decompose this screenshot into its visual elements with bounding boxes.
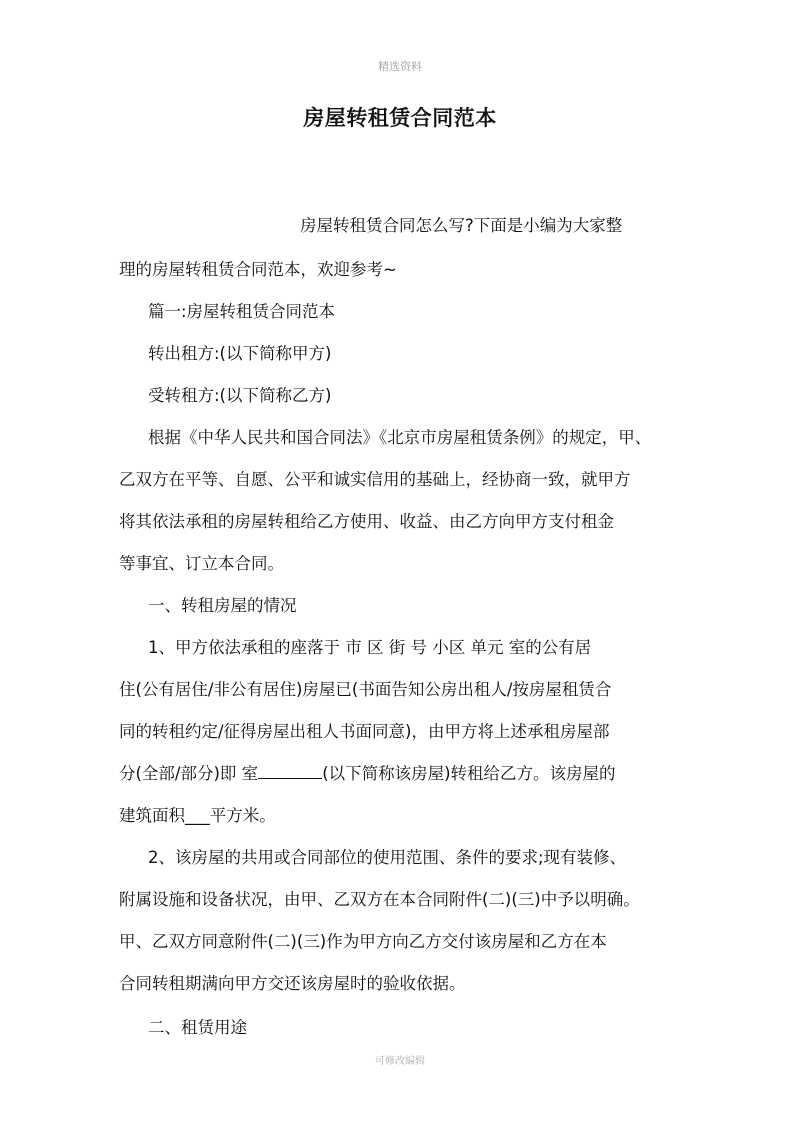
body-line: 合同转租期满向甲方交还该房屋时的验收依据。 [119, 974, 466, 993]
body-line: 二、租赁用途 [148, 1018, 247, 1037]
body-line: 2、该房屋的共用或合同部位的使用范围、条件的要求;现有装修、 [148, 848, 627, 867]
fill-blank[interactable] [258, 764, 322, 779]
document-title: 房屋转租赁合同范本 [303, 106, 497, 130]
body-line: 附属设施和设备状况，由甲、乙双方在本合同附件(二)(三)中予以明确。 [119, 890, 640, 909]
body-line: 同的转租约定/征得房屋出租人书面同意)，由甲方将上述承租房屋部 [119, 722, 610, 741]
body-line: 将其依法承租的房屋转租给乙方使用、收益、由乙方向甲方支付租金 [119, 512, 614, 531]
body-line-blank [119, 760, 616, 784]
body-line: 房屋转租赁合同怎么写?下面是小编为大家整 [300, 216, 623, 235]
body-line: 等事宜、订立本合同。 [119, 554, 284, 573]
page-footer: 可修改编辑 [375, 1056, 425, 1067]
body-line: 乙双方在平等、自愿、公平和诚实信用的基础上，经协商一致，就甲方 [119, 470, 631, 489]
body-line: 篇一:房屋转租赁合同范本 [148, 302, 336, 321]
body-line: 理的房屋转租赁合同范本，欢迎参考~ [119, 260, 397, 279]
body-line: 1、甲方依法承租的座落于 市 区 街 号 小区 单元 室的公有居 [148, 638, 592, 657]
line-text-after: (以下简称该房屋)转租给乙方。该房屋的 [322, 764, 616, 783]
line-text-before: 分(全部/部分)即 室 [119, 764, 259, 783]
body-line: 受转租方:(以下简称乙方) [148, 386, 332, 405]
body-line: 住(公有居住/非公有居住)房屋已(书面告知公房出租人/按房屋租赁合 [119, 680, 612, 699]
page-header: 精选资料 [378, 60, 422, 73]
body-line: 甲、乙双方同意附件(二)(三)作为甲方向乙方交付该房屋和乙方在本 [119, 932, 607, 951]
body-line: 一、转租房屋的情况 [148, 596, 297, 615]
body-line: 根据《中华人民共和国合同法》《北京市房屋租赁条例》的规定，甲、 [148, 428, 652, 447]
body-line: 建筑面积___平方米。 [119, 806, 276, 825]
body-line: 转出租方:(以下简称甲方) [148, 344, 332, 363]
